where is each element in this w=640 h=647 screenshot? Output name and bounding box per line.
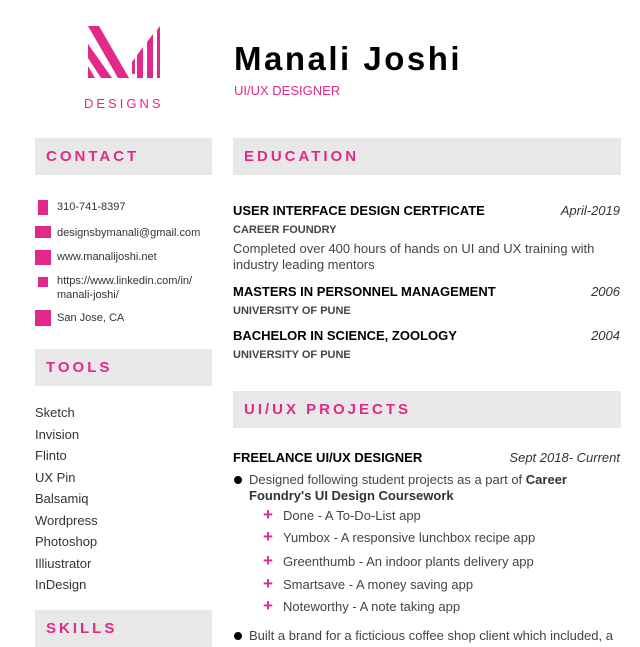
education-date: 2006 <box>591 284 620 299</box>
bullet-icon <box>234 632 242 640</box>
location-text: San Jose, CA <box>57 312 125 324</box>
contact-website <box>35 250 157 265</box>
projects-section-header <box>233 391 621 428</box>
education-title: USER INTERFACE DESIGN CERTFICATE <box>233 203 485 218</box>
plus-icon: + <box>263 574 273 593</box>
tools-section-header <box>35 349 212 386</box>
candidate-name: Manali Joshi <box>234 40 463 77</box>
education-date: April-2019 <box>560 203 620 218</box>
project-date: Sept 2018- Current <box>509 450 620 465</box>
web-icon <box>35 250 51 265</box>
plus-icon: + <box>263 596 273 615</box>
contact-phone <box>35 200 126 215</box>
logo-text: DESIGNS <box>84 96 164 111</box>
skills-section-header <box>35 610 212 647</box>
education-section-header <box>233 138 621 175</box>
project-bullet <box>233 628 623 644</box>
project-subitem: + Greenthumb - An indoor plants delivery app <box>263 551 534 570</box>
education-date: 2004 <box>591 328 620 343</box>
tool-item: Wordpress <box>35 513 98 528</box>
contact-section-header <box>35 138 212 175</box>
phone-icon <box>38 200 48 215</box>
plus-icon: + <box>263 505 273 524</box>
website-text[interactable]: www.manalijoshi.net <box>57 251 157 263</box>
skills-heading: SKILLS <box>46 620 118 637</box>
education-school: UNIVERSITY OF PUNE <box>233 305 351 317</box>
contact-heading: CONTACT <box>46 148 140 165</box>
location-icon <box>35 310 51 326</box>
tool-item: InDesign <box>35 577 87 592</box>
project-subitem: + Noteworthy - A note taking app <box>263 596 461 615</box>
projects-heading: UI/UX PROJECTS <box>244 401 412 418</box>
tool-item: Balsamiq <box>35 491 89 506</box>
tool-item: Sketch <box>35 405 75 420</box>
education-heading: EDUCATION <box>244 148 360 165</box>
tool-item: Flinto <box>35 448 67 463</box>
bullet-text: Built a brand for a ficticious coffee shop client which included, a <box>249 628 613 643</box>
job-title: UI/UX DESIGNER <box>234 83 341 98</box>
email-text[interactable]: designsbymanali@gmail.com <box>57 227 201 239</box>
plus-icon: + <box>263 551 273 570</box>
education-description: Completed over 400 hours of hands on UI and UX training with industry leading mentors <box>233 241 595 272</box>
project-subitem: + Yumbox - A responsive lunchbox recipe app <box>263 527 536 546</box>
tool-item: UX Pin <box>35 470 76 485</box>
plus-icon: + <box>263 527 273 546</box>
project-role: FREELANCE UI/UX DESIGNER <box>233 450 423 465</box>
project-subitem: + Smartsave - A money saving app <box>263 574 474 593</box>
project-bullet <box>233 472 623 504</box>
education-school: CAREER FOUNDRY <box>233 224 337 236</box>
bullet-icon <box>234 476 242 484</box>
tool-item: Photoshop <box>35 534 98 549</box>
contact-linkedin <box>35 274 192 302</box>
contact-email <box>35 226 200 240</box>
bullet-bold-text: Career Foundry's UI Design Coursework <box>249 472 567 503</box>
education-school: UNIVERSITY OF PUNE <box>233 349 351 361</box>
project-subitem: + Done - A To-Do-List app <box>263 505 421 524</box>
tool-item: Invision <box>35 427 80 442</box>
linkedin-text[interactable]: https://www.linkedin.com/in/ manali-joshi/ <box>57 275 193 301</box>
email-icon <box>35 226 51 238</box>
education-title: MASTERS IN PERSONNEL MANAGEMENT <box>233 284 496 299</box>
contact-location <box>35 310 124 326</box>
tools-heading: TOOLS <box>46 359 113 376</box>
phone-text: 310-741-8397 <box>57 201 126 213</box>
linkedin-icon <box>38 277 48 287</box>
bullet-text: Designed following student projects as a part of <box>249 472 526 487</box>
education-title: BACHELOR IN SCIENCE, ZOOLOGY <box>233 328 457 343</box>
tool-item: Illiustrator <box>35 556 92 571</box>
